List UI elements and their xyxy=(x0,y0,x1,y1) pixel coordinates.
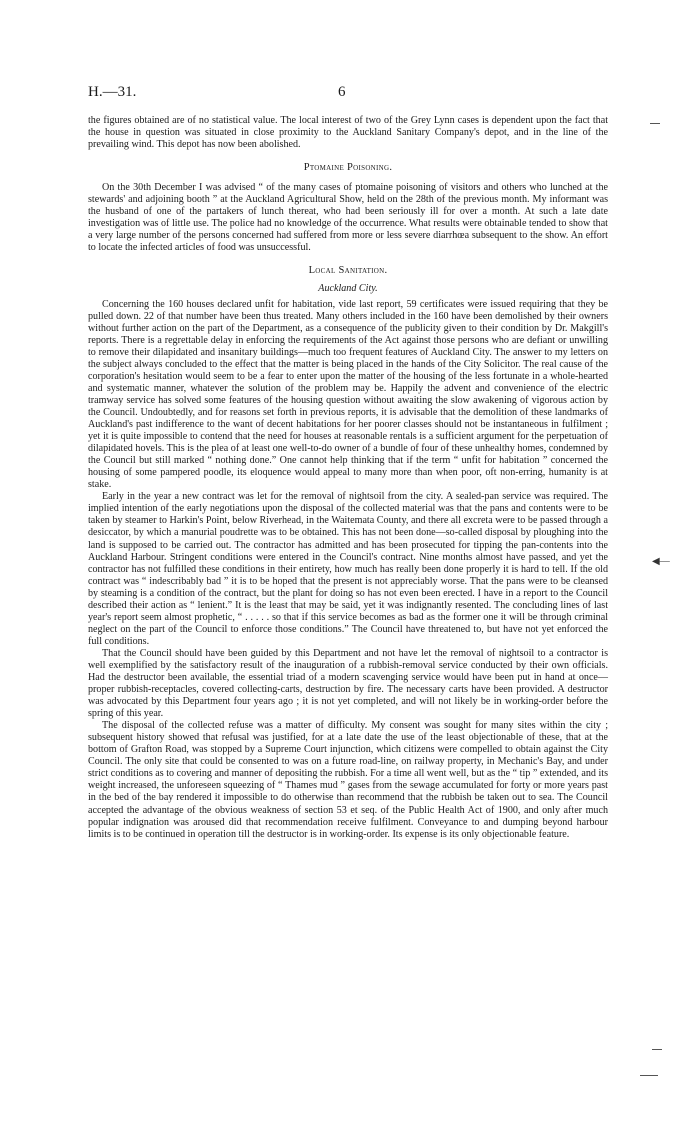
margin-mark xyxy=(650,123,660,124)
page-number: 6 xyxy=(338,84,346,100)
paragraph-nightsoil: Early in the year a new contract was let for the removal of nightsoil from the city. A sealed-pan service was required. The implied intention of the early negotiations upon the disposal of the collected material was that the pans and contents were to be taken by steamer to Harkin's Point, below Riverhead, in the Waitemata County, and there all excreta were to be passed through a desiccator, by which a manurial poudrette was to be obtained. This has not been done—so-called disposal by ploughing into the land is supposed to be carried out. The contractor has admitted and has been prosecuted for tipping the pan-contents into the Auckland Harbour. Stringent conditions were entered in the Council's contract. Nine months almost have passed, and yet the contractor has not fulfilled these conditions in their entirety, how much has really been done properly it is hard to tell. If the old contract was “ indescribably bad ” it is to be hoped that the present is not appreciably worse. That the pans were to be cleansed by steaming is a condition of the contract, but the plant for doing so has not even been erected. I have in a report to the Council described their action as “ lenient.” It is the least that may be said, yet it was indignantly resented. The concluding lines of last year's report seem almost prophetic, “ . . . . . so that if this service becomes as bad as the former one it will be through criminal neglect on the part of the Council to enforce those conditions.” The Council have threatened to, but have not yet enforced the full conditions. xyxy=(88,491,608,647)
heading-local-sanitation: Local Sanitation. xyxy=(308,265,388,277)
paragraph-houses: Concerning the 160 houses declared unfit for habitation, vide last report, 59 certificates were issued requiring that they be pulled down. 22 of that number have been thus treated. Many others included in the 160 have been demolished by their owners without further action on the part of the Department, as a consequence of the publicity given to their condition by Dr. Makgill's reports. There is a regrettable delay in enforcing the requirements of the Act against those persons who are defiant or unwilling to remove their dilapidated and insanitary buildings—much too frequent features of Auckland City. The answer to my letters on the subject always concluded to the effect that the matter is being placed in the hands of the City Solicitor. The real cause of the corporation's hesitation would seem to be a fear to enter upon the matter of the housing of the less fortunate in a whole-hearted and systematic manner, whatever the solution of the problem may be. Happily the advent and convenience of the electric tramway service has solved some features of the housing question without awaiting the slow awakening of vigorous action by the Council. Undoubtedly, and for reasons set forth in previous reports, it is advisable that the demolition of these landmarks of Auckland's past indifference to the want of decent habitations for her poorer classes should not be instantaneous in fulfilment ; yet it is quite impossible to contend that the need for houses at reasonable rentals is a sufficient argument for the perpetuation of dilapidated hovels. This is the plea of at least one well-to-do owner of a bundle of four of these unhealthy homes, condemned by the Council but still marked “ nothing done.” One cannot help thinking that if the term “ unfit for habitation ” concerned the housing of some pampered poodle, its eloquence would appeal to many more than when poor, oft non-erring, humanity is at stake. xyxy=(88,298,608,491)
paragraph-intro: the figures obtained are of no statistical value. The local interest of two of the Grey Lynn cases is dependent upon the fact that the house in question was situated in close proximity to the Auckland Sanitary Company's depot, and in the line of the prevailing wind. This depot has now been abolished. xyxy=(88,115,608,151)
page-body xyxy=(88,115,608,841)
paragraph-rubbish: That the Council should have been guided by this Department and not have let the removal of nightsoil to a contractor is well exemplified by the satisfactory result of the inauguration of a rubbish-removal service conducted by their own officials. Had the destructor been available, the essential triad of a modern scavenging service would have been put in hand at once—proper rubbish-receptacles, covered collecting-carts, destruction by fire. The necessary carts have been provided. A destructor was advocated by this Department four years ago ; it is not yet completed, and will not likely be in working-order before the spring of this year. xyxy=(88,647,608,720)
paragraph-refuse: The disposal of the collected refuse was a matter of difficulty. My consent was sought for many sites within the city ; subsequent history showed that refusal was justified, for at a late date the use of the least objectionable of these, that at the bottom of Grafton Road, was stopped by a Supreme Court injunction, which citizens were compelled to obtain against the City Council. The only site that could be consented to was on a future road-line, on railway property, in Mechanic's Bay, and under strict conditions as to covering and manner of depositing the rubbish. For a time all went well, but as the “ tip ” extended, and its weight increased, the unforeseen squeezing of “ Thames mud ” gases from the sewage accumulated for forty or more years past in the bed of the bay rendered it impossible to do otherwise than recommend that the rubbish be taken out to sea. The Council accepted the advantage of the obvious weakness of section 53 et seq. of the Public Health Act of 1900, and only after much popular indignation was aroused did that recommendation receive fulfilment. Conveyance to and dumping beyond harbour limits is to be continued in operation till the destructor is in working-order. Its expense is its only objectionable feature. xyxy=(88,720,608,840)
margin-mark xyxy=(652,1049,662,1050)
paragraph-ptomaine: On the 30th December I was advised “ of the many cases of ptomaine poisoning of visitors and others who lunched at the stewards' and adjoining booth ” at the Auckland Agricultural Show, held on the 28th of the previous month. My informant was the husband of one of the partakers of lunch thereat, who had been seriously ill for over a month. At such a late date investigation was of little use. The police had no knowledge of the occurrence. What results were obtainable tended to show that a very large number of the persons concerned had suffered from more or less severe diarrhœa subsequent to the show. An effort to locate the infected articles of food was unsuccessful. xyxy=(88,182,608,254)
document-reference: H.—31. xyxy=(88,84,137,100)
heading-ptomaine-poisoning: Ptomaine Poisoning. xyxy=(303,162,393,174)
margin-mark xyxy=(640,1075,658,1076)
heading-auckland-city: Auckland City. xyxy=(318,282,378,294)
margin-arrow-icon: ◀— xyxy=(652,556,670,567)
page-header xyxy=(88,84,608,104)
